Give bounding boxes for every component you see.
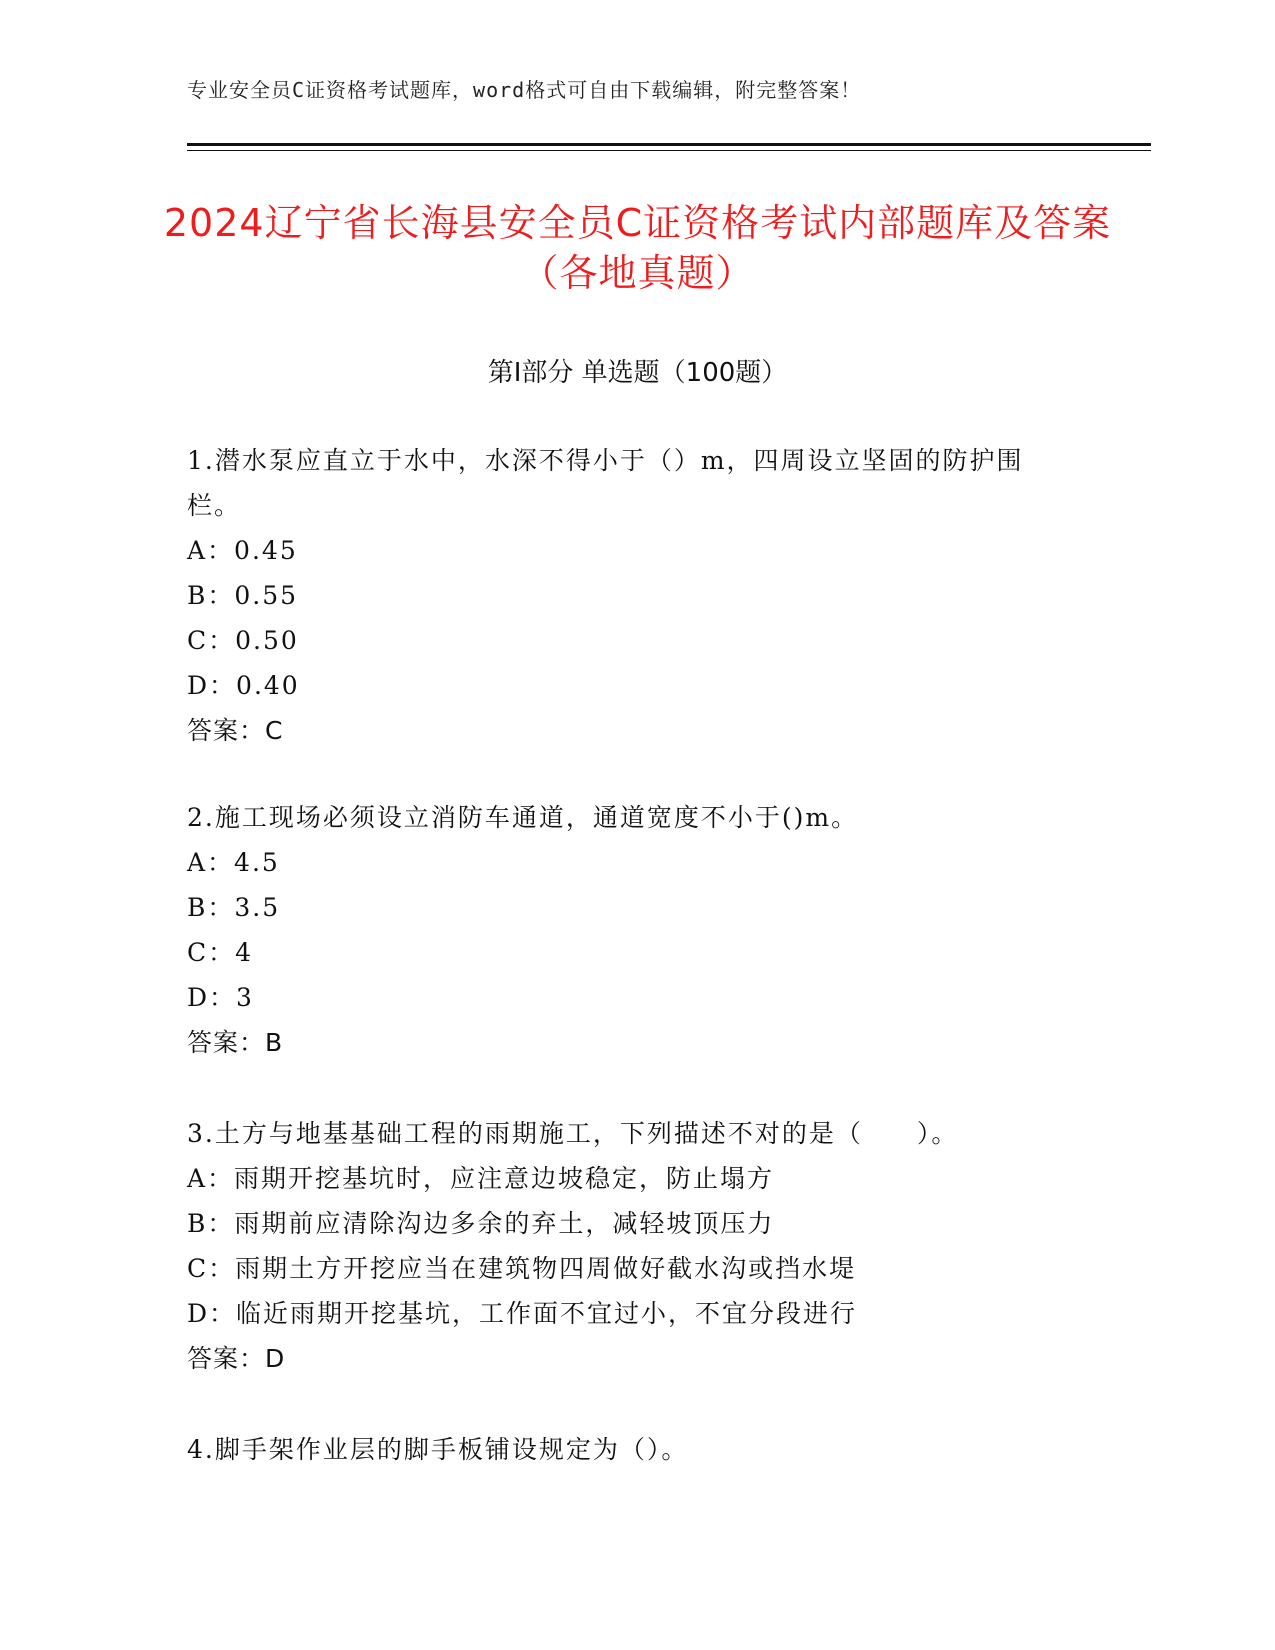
option-c: C：雨期土方开挖应当在建筑物四周做好截水沟或挡水堤 [187, 1254, 857, 1283]
option-b: B：3.5 [187, 893, 281, 922]
answer: 答案：D [187, 1344, 286, 1373]
option-d: D：0.40 [187, 671, 300, 700]
question-stem: 3.土方与地基基础工程的雨期施工，下列描述不对的是（ ）。 [187, 1119, 959, 1148]
question-stem: 2.施工现场必须设立消防车通道，通道宽度不小于()m。 [187, 803, 859, 832]
document-title: 2024辽宁省长海县安全员C证资格考试内部题库及答案（各地真题） [163, 201, 1112, 295]
option-c: C：4 [187, 938, 254, 967]
header-note: 专业安全员C证资格考试题库，word格式可自由下载编辑，附完整答案！ [187, 78, 862, 102]
question-2 [187, 795, 1067, 1065]
option-c: C：0.50 [187, 626, 299, 655]
header-rule-thick [187, 143, 1151, 146]
option-b: B：0.55 [187, 581, 299, 610]
answer: 答案：B [187, 1028, 284, 1057]
answer: 答案：C [187, 716, 284, 745]
header-rule-thin [187, 150, 1151, 151]
option-a: A：0.45 [187, 536, 298, 565]
option-b: B：雨期前应清除沟边多余的弃土，减轻坡顶压力 [187, 1209, 775, 1238]
question-4 [187, 1427, 1067, 1472]
section-heading: 第Ⅰ部分 单选题（100题） [487, 358, 788, 388]
option-a: A：雨期开挖基坑时，应注意边坡稳定，防止塌方 [187, 1164, 775, 1193]
option-d: D：3 [187, 983, 254, 1012]
option-a: A：4.5 [187, 848, 280, 877]
question-1 [187, 438, 1067, 753]
question-3 [187, 1111, 1067, 1381]
question-stem: 1.潜水泵应直立于水中，水深不得小于（）m，四周设立坚固的防护围栏。 [187, 446, 1024, 520]
option-d: D：临近雨期开挖基坑，工作面不宜过小，不宜分段进行 [187, 1299, 858, 1328]
question-stem: 4.脚手架作业层的脚手板铺设规定为（）。 [187, 1435, 689, 1464]
